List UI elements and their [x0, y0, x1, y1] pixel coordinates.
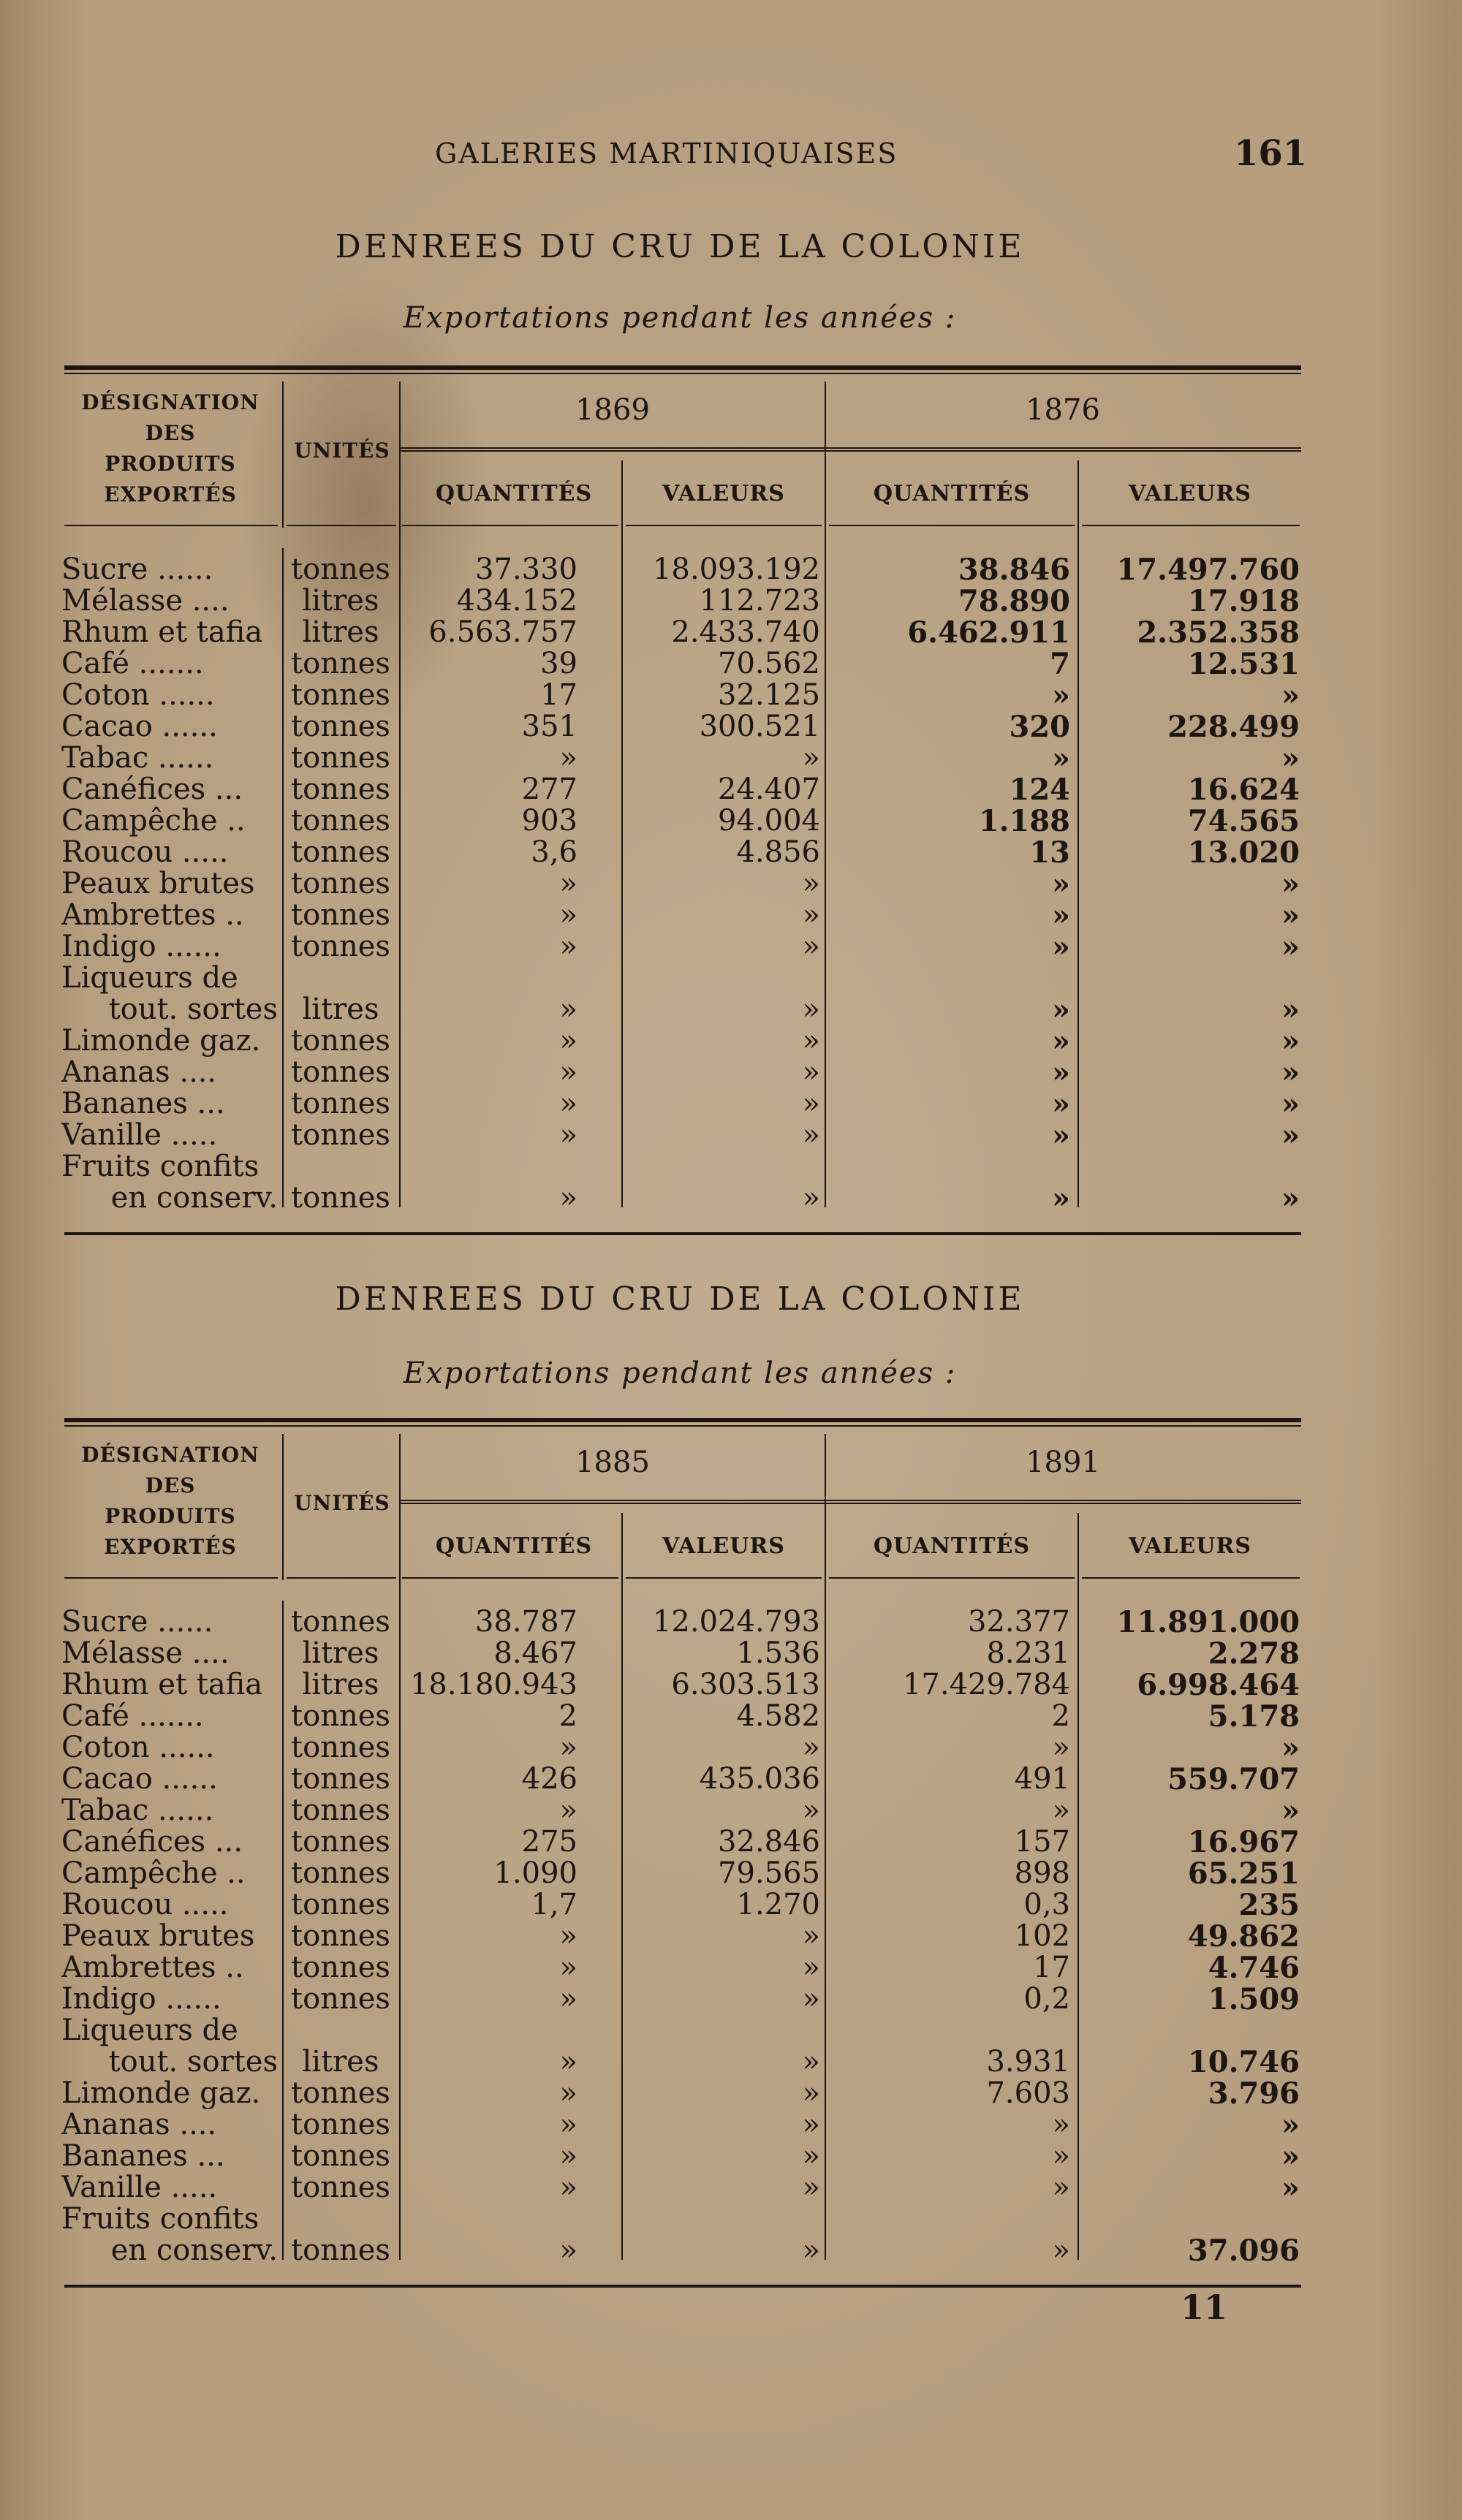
header-rule — [1082, 525, 1300, 526]
header-rule — [626, 525, 822, 526]
table-row: Campêche .. tonnes 1.090 79.565 898 65.251 — [61, 1856, 1300, 1891]
table-row: Ambrettes .. tonnes » » » » — [61, 898, 1300, 933]
running-head: GALERIES MARTINIQUAISES — [435, 137, 898, 170]
table-row: Sucre ...... tonnes 37.330 18.093.192 38.846 17.497.760 — [61, 553, 1300, 587]
table-row: en conserv. tonnes » » » » — [110, 1181, 1300, 1215]
quantites-header: QUANTITÉS — [873, 481, 1031, 506]
table-row: Peaux brutes tonnes » » » » — [61, 867, 1300, 901]
table-row: en conserv. tonnes » » » 37.096 — [110, 2234, 1300, 2268]
table-2-body — [61, 1605, 1301, 2268]
table-row: Liqueurs de — [61, 963, 238, 994]
table-row: Fruits confits — [61, 2204, 260, 2235]
year-1876: 1876 — [1026, 393, 1100, 427]
table-row: Limonde gaz. tonnes » » 7.603 3.796 — [61, 2076, 1300, 2111]
unites-header: UNITÉS — [294, 1491, 390, 1515]
header-rule — [287, 525, 396, 526]
header-rule — [829, 1577, 1075, 1579]
table-row: Vanille ..... tonnes » » » » — [61, 2171, 1300, 2205]
table-row: Café ....... tonnes 39 70.562 7 12.531 — [61, 647, 1300, 681]
table-row: Coton ...... tonnes 17 32.125 » » — [61, 678, 1300, 713]
header-rule — [402, 525, 618, 526]
table-2 — [61, 1418, 1301, 2295]
header-rule — [626, 1577, 822, 1579]
table-row: Canéfices ... tonnes 277 24.407 124 16.624 — [61, 773, 1300, 807]
unites-header: UNITÉS — [294, 439, 390, 463]
header-rule — [402, 1577, 618, 1579]
header-rule — [1082, 1577, 1300, 1579]
designation-header: DÉSIGNATION DES PRODUITS EXPORTÉS — [81, 390, 260, 506]
table-top-rule — [64, 365, 1301, 374]
table-row: Mélasse .... litres 8.467 1.536 8.231 2.278 — [61, 1636, 1300, 1671]
table-row: Campêche .. tonnes 903 94.004 1.188 74.565 — [61, 804, 1300, 838]
table-1-heading: DENREES DU CRU DE LA COLONIE — [335, 228, 1025, 265]
header-rule — [829, 525, 1075, 526]
quantites-header: QUANTITÉS — [435, 481, 593, 506]
table-row: tout. sortes litres » » 3.931 10.746 — [108, 2045, 1300, 2079]
table-row: tout. sortes litres » » » » — [108, 993, 1300, 1027]
table-row: Peaux brutes tonnes » » 102 49.862 — [61, 1919, 1300, 1954]
header-rule — [287, 1577, 396, 1579]
header-rule — [64, 1577, 278, 1579]
table-1-subheading: Exportations pendant les années : — [403, 301, 957, 335]
table-row: Mélasse .... litres 434.152 112.723 78.890 17.918 — [61, 584, 1300, 618]
valeurs-header: VALEURS — [662, 481, 785, 506]
year-rule — [401, 447, 1301, 452]
header-rule — [64, 525, 278, 526]
table-row: Ambrettes .. tonnes » » 17 4.746 — [61, 1951, 1300, 1985]
table-row: Bananes ... tonnes » » » » — [61, 2139, 1300, 2174]
table-row: Coton ...... tonnes » » » » — [61, 1731, 1300, 1765]
column-divider — [282, 1601, 284, 2260]
valeurs-header: VALEURS — [1129, 481, 1251, 506]
table-bottom-rule — [64, 2285, 1301, 2288]
table-row: Roucou ..... tonnes 3,6 4.856 13 13.020 — [61, 835, 1300, 870]
table-row: Cacao ...... tonnes 426 435.036 491 559.707 — [61, 1762, 1300, 1796]
table-1 — [61, 365, 1301, 1242]
year-1885: 1885 — [575, 1446, 650, 1479]
table-row: Ananas .... tonnes » » » » — [61, 2108, 1300, 2142]
signature-mark: 11 — [1181, 2288, 1228, 2327]
table-row: Bananes ... tonnes » » » » — [61, 1087, 1300, 1121]
quantites-header: QUANTITÉS — [873, 1533, 1031, 1559]
table-2-subheading: Exportations pendant les années : — [403, 1356, 957, 1390]
table-row: Sucre ...... tonnes 38.787 12.024.793 32.377 11.891.000 — [61, 1605, 1300, 1639]
table-row: Roucou ..... tonnes 1,7 1.270 0,3 235 — [61, 1888, 1300, 1922]
year-1891: 1891 — [1026, 1446, 1100, 1479]
table-row: Café ....... tonnes 2 4.582 2 5.178 — [61, 1699, 1300, 1734]
table-row: Fruits confits — [61, 1151, 260, 1183]
table-row: Ananas .... tonnes » » » » — [61, 1055, 1300, 1090]
table-2-heading: DENREES DU CRU DE LA COLONIE — [335, 1280, 1025, 1318]
year-1869: 1869 — [575, 393, 650, 427]
year-rule — [401, 1500, 1301, 1504]
table-row: Canéfices ... tonnes 275 32.846 157 16.967 — [61, 1825, 1300, 1859]
designation-header: DÉSIGNATION DES PRODUITS EXPORTÉS — [81, 1443, 260, 1559]
table-row: Rhum et tafia litres 18.180.943 6.303.513 17.429.784 6.998.464 — [61, 1668, 1300, 1702]
table-row: Liqueurs de — [61, 2015, 238, 2046]
quantites-header: QUANTITÉS — [435, 1533, 593, 1559]
table-top-rule — [64, 1418, 1301, 1427]
table-row: Indigo ...... tonnes » » » » — [61, 930, 1300, 964]
table-1-body — [61, 553, 1301, 1215]
table-row: Rhum et tafia litres 6.563.757 2.433.740 6.462.911 2.352.358 — [61, 615, 1300, 650]
page-number: 161 — [1234, 133, 1308, 174]
column-divider — [282, 548, 284, 1207]
table-bottom-rule — [64, 1232, 1301, 1235]
table-row: Limonde gaz. tonnes » » » » — [61, 1024, 1300, 1058]
table-row: Cacao ...... tonnes 351 300.521 320 228.499 — [61, 710, 1300, 744]
table-row: Indigo ...... tonnes » » 0,2 1.509 — [61, 1982, 1300, 2016]
table-row: Tabac ...... tonnes » » » » — [61, 1794, 1300, 1828]
table-row: Tabac ...... tonnes » » » » — [61, 741, 1300, 775]
valeurs-header: VALEURS — [1129, 1533, 1251, 1559]
table-row: Vanille ..... tonnes » » » » — [61, 1118, 1300, 1153]
valeurs-header: VALEURS — [662, 1533, 785, 1559]
